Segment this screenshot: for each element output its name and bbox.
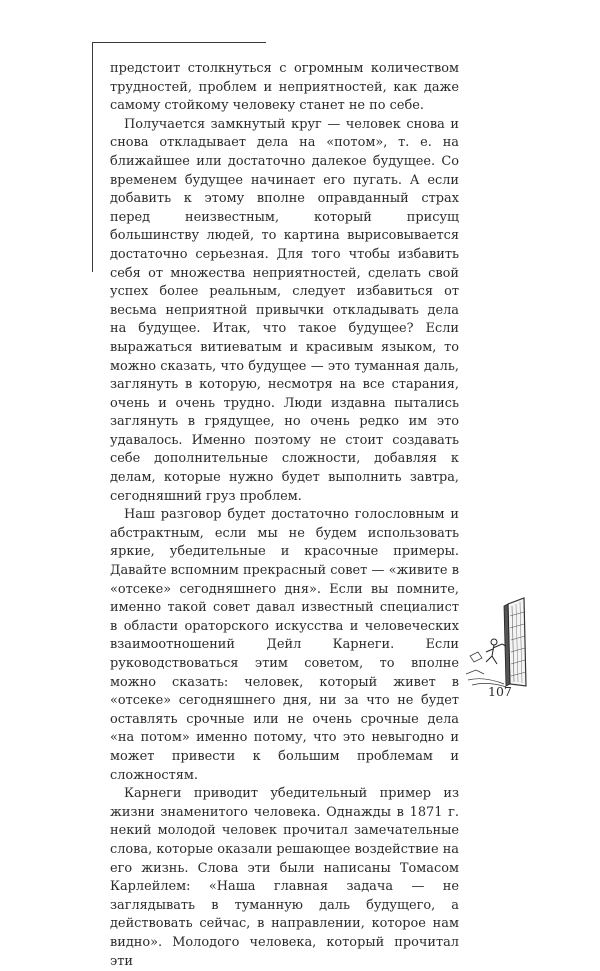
paragraph-2: Получается замкнутый круг — человек снова и снова откладывает дела на «потом», т. е. на ближайшее или достаточно далекое будущее. Со временем будущее начинает его пугать. А если добавить к этому вполне оправданный страх перед неизвестным, который присущ большинству людей, то картина вырисовывается достаточно серьезная. Для того чтобы избавить себя от множества неприятностей, сделать свой успех более реальным, следует избавиться от весьма неприятной привычки откладывать дела на будущее. Итак, что такое будущее? Если выражаться витиеватым и красивым языком, то можно сказать, что будущее — это туманная даль, заглянуть в которую, несмотря на все старания, очень и очень трудно. Люди издавна пытались заглянуть в грядущее, но очень редко им это удавалось. Именно поэтому не стоит создавать себе дополнительные сложности, добавляя к делам, которые нужно будет выполнить завтра, сегодняшний груз проблем. bbox=[110, 116, 459, 504]
paragraph-3: Наш разговор будет достаточно голословным и абстрактным, если мы не будем использовать яркие, убедительные и красочные примеры. Давайте вспомним прекрасный совет — «живите в «отсеке» сегодняшнего дня». Если вы помните, именно такой совет давал известный специалист в области ораторского искусства и человеческих взаимоотношений Дейл Карнеги. Если руководствоваться этим советом, то вполне можно сказать: человек, который живет в «отсеке» сегодняшнего дня, ни за что не будет оставлять срочные или не очень срочные дела «на потом» именно потому, что это невыгодно и может привести к большим проблемам и сложностям. bbox=[110, 507, 459, 783]
paragraph-1: предстоит столкнуться с огромным количеством трудностей, проблем и неприятностей, как даже самому стойкому человеку станет не по себе. bbox=[110, 61, 459, 114]
frame-top-rule bbox=[92, 42, 266, 43]
paragraph-4: Карнеги приводит убедительный пример из жизни знаменитого человека. Однажды в 1871 г. некий молодой человек прочитал замечательные слова, которые оказали решающее воздействие на его жизнь. Слова эти были написаны Томасом Карлейлем: «Наша главная задача — не заглядывать в туманную даль будущего, а действовать сейчас, в направлении, которое нам видно». Молодого человека, который прочитал эти bbox=[110, 786, 459, 969]
door-sketch-icon bbox=[464, 596, 534, 688]
frame-left-rule bbox=[92, 42, 93, 272]
page-number: 107 bbox=[488, 684, 512, 699]
body-text bbox=[110, 60, 459, 971]
